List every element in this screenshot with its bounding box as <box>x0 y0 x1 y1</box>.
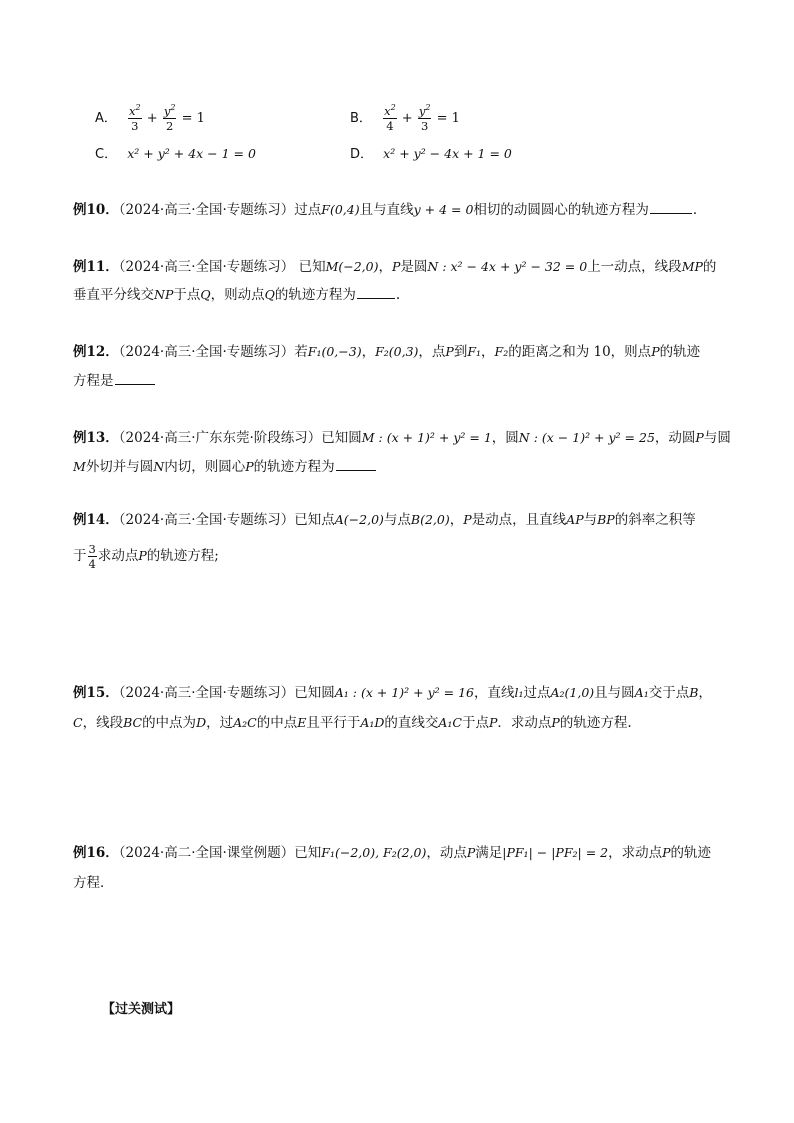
text: 的轨迹方程; <box>146 548 219 564</box>
text: 的中点为 <box>142 715 197 731</box>
text: ， <box>378 259 392 275</box>
math: A₁C <box>438 715 462 730</box>
text: ， <box>698 685 712 701</box>
text: 且平行于 <box>306 715 361 731</box>
option-b-letter: B． <box>350 111 372 126</box>
option-d <box>350 144 512 165</box>
answer-blank[interactable] <box>115 372 155 385</box>
text: 的中点 <box>256 715 298 731</box>
text: ，线段 <box>82 715 124 731</box>
text: 垂直平分线交 <box>73 287 154 303</box>
example-12 <box>73 342 700 362</box>
math: P <box>245 459 254 474</box>
text: 于点 <box>462 715 489 731</box>
math: N <box>153 459 165 474</box>
text: 相切的动圆圆心的轨迹方程为 <box>473 202 649 218</box>
example-label: 例15． <box>73 685 119 701</box>
text: ，则动点 <box>210 287 265 303</box>
example-13 <box>73 428 731 448</box>
text: ， <box>361 344 376 360</box>
example-label: 例14． <box>73 512 119 528</box>
fraction: $\frac{x^2}{3}$ <box>129 103 141 133</box>
text: 的轨迹 <box>670 845 712 861</box>
text: 过点 <box>523 685 551 701</box>
text: 且与直线 <box>359 202 414 218</box>
example-label: 例10． <box>73 202 119 218</box>
answer-blank[interactable] <box>650 201 692 214</box>
example-source: （2024·高三·全国·专题练习） <box>118 344 295 360</box>
text: 且与圆 <box>594 685 635 701</box>
math: N : x² − 4x + y² − 32 = 0 <box>427 259 588 274</box>
text: 已知点 <box>294 512 335 528</box>
text: 内切，则圆心 <box>164 459 246 475</box>
text: 方程． <box>73 875 114 891</box>
math: BC <box>123 715 143 730</box>
text: 的直线交 <box>384 715 439 731</box>
text: 与圆 <box>703 430 731 446</box>
text: ，动点 <box>426 845 467 861</box>
text: 的轨迹方程为 <box>253 459 335 475</box>
text: 与点 <box>383 512 411 528</box>
math: A₁ <box>634 685 649 700</box>
answer-blank[interactable] <box>336 458 376 471</box>
text: 交于点 <box>648 685 690 701</box>
text: 方程是 <box>73 373 114 389</box>
math: F(0,4) <box>321 202 360 217</box>
math: N : (x − 1)² + y² = 25 <box>518 430 655 445</box>
example-11 <box>73 257 716 277</box>
example-16-line2 <box>73 873 114 893</box>
text: ，直线 <box>473 685 515 701</box>
example-10 <box>73 200 706 220</box>
text: 若 <box>294 344 308 360</box>
example-12-line2 <box>73 371 156 391</box>
answer-blank[interactable] <box>357 286 395 299</box>
math: P <box>489 715 498 730</box>
math: M <box>73 459 86 474</box>
text: 的 <box>702 259 717 275</box>
text: 求动点 <box>97 548 139 564</box>
math: E <box>297 715 307 730</box>
example-13-line2 <box>73 457 377 477</box>
example-label: 例11． <box>73 259 119 275</box>
option-a: A． $\frac{x^2}{3}$ + $\frac{y^2}{2}$ = 1 <box>95 103 205 133</box>
fraction: $\frac{y^2}{3}$ <box>418 103 431 133</box>
math: BP <box>597 512 615 527</box>
math: A₁ : (x + 1)² + y² = 16 <box>334 685 474 700</box>
math: Q <box>264 287 275 302</box>
math: P <box>466 845 476 860</box>
math: A₁D <box>360 715 385 730</box>
option-b-tail: = 1 <box>436 111 460 126</box>
text: ，过 <box>206 715 234 731</box>
example-label: 例13． <box>73 430 119 446</box>
fraction-numerator: 3 <box>88 542 96 556</box>
math: |PF₁| − |PF₂| = 2 <box>502 845 609 860</box>
math: M(−2,0) <box>325 259 379 274</box>
math: P <box>463 512 472 527</box>
math: l₁ <box>514 685 524 700</box>
example-source: （2024·高三·全国·专题练习） <box>118 259 295 275</box>
option-d-letter: D． <box>350 147 374 162</box>
text: 满足 <box>475 845 503 861</box>
text: 是动点，且直线 <box>471 512 567 528</box>
example-14 <box>73 510 696 530</box>
text: ．求动点 <box>497 715 552 731</box>
math: Q <box>200 287 211 302</box>
example-label: 例16． <box>73 845 119 861</box>
math: A₂C <box>233 715 257 730</box>
text: 于点 <box>173 287 201 303</box>
math: A(−2,0) <box>334 512 384 527</box>
math: B(2,0) <box>410 512 450 527</box>
text: ，圆 <box>491 430 519 446</box>
section-title: 【过关测试】 <box>102 1002 181 1017</box>
fraction: $\frac{y^2}{2}$ <box>163 103 176 133</box>
example-15-line2 <box>73 713 632 733</box>
math: MP <box>681 259 703 274</box>
math: M : (x + 1)² + y² = 1 <box>361 430 492 445</box>
math: F₂ <box>494 344 509 359</box>
text: 是圆 <box>400 259 428 275</box>
math: P <box>391 259 401 274</box>
text: ，动圆 <box>654 430 696 446</box>
option-a-tail: = 1 <box>181 111 205 126</box>
text: ，求动点 <box>608 845 663 861</box>
math: P <box>662 845 671 860</box>
example-source: （2024·高三·全国·专题练习） <box>118 685 295 701</box>
text: ，点 <box>418 344 446 360</box>
text: 上一动点，线段 <box>587 259 682 275</box>
text: ， <box>481 344 495 360</box>
example-source: （2024·高二·全国·课堂例题） <box>118 845 295 861</box>
fraction-denominator: 4 <box>88 557 96 571</box>
text: ， <box>449 512 464 528</box>
option-d-eq: x² + y² − 4x + 1 = 0 <box>383 146 512 161</box>
example-source: （2024·高三·广东东莞·阶段练习） <box>118 430 322 446</box>
math: C <box>73 715 83 730</box>
text: 已知圆 <box>321 430 362 446</box>
example-source: （2024·高三·全国·专题练习） <box>118 512 295 528</box>
example-11-line2 <box>73 285 400 305</box>
text: ． <box>692 202 707 218</box>
math: P <box>651 344 660 359</box>
text: 的轨迹方程为 <box>274 287 356 303</box>
math: P <box>445 344 454 359</box>
fraction-three-quarters <box>88 542 97 571</box>
text: 的距离之和为 10，则点 <box>508 344 652 360</box>
math: NP <box>154 287 174 302</box>
math: F₁(0,−3) <box>307 344 362 359</box>
text: 的轨迹 <box>659 344 701 360</box>
option-b: B． $\frac{x^2}{4}$ + $\frac{y^2}{3}$ = 1 <box>350 103 460 133</box>
option-c <box>95 144 256 165</box>
option-c-letter: C． <box>95 147 118 162</box>
math: P <box>551 715 560 730</box>
option-a-letter: A． <box>95 111 117 126</box>
text: 到 <box>453 344 468 360</box>
fraction: $\frac{x^2}{4}$ <box>384 103 396 133</box>
math: F₁(−2,0), F₂(2,0) <box>321 845 427 860</box>
math: P <box>138 548 147 563</box>
example-14-line2 <box>73 542 219 571</box>
math: F₂(0,3) <box>375 344 419 359</box>
math: P <box>695 430 704 445</box>
example-source: （2024·高三·全国·专题练习） <box>118 202 295 218</box>
math: D <box>196 715 207 730</box>
math: A₂(1,0) <box>550 685 595 700</box>
text: 与 <box>583 512 598 528</box>
text: 已知 <box>294 845 322 861</box>
math: F₁ <box>467 344 482 359</box>
text: 于 <box>73 548 87 564</box>
example-label: 例12． <box>73 344 119 360</box>
text: 的轨迹方程. <box>559 715 632 731</box>
example-15 <box>73 683 712 703</box>
text: 已知 <box>298 259 326 275</box>
math: y + 4 = 0 <box>413 202 474 217</box>
text: 过点 <box>294 202 322 218</box>
option-c-eq: x² + y² + 4x − 1 = 0 <box>127 146 256 161</box>
math: B <box>689 685 699 700</box>
text: . <box>395 287 401 303</box>
text: 的斜率之积等 <box>614 512 696 528</box>
text: 已知圆 <box>294 685 335 701</box>
text: 外切并与圆 <box>85 459 154 475</box>
math: AP <box>566 512 584 527</box>
example-16 <box>73 843 711 863</box>
